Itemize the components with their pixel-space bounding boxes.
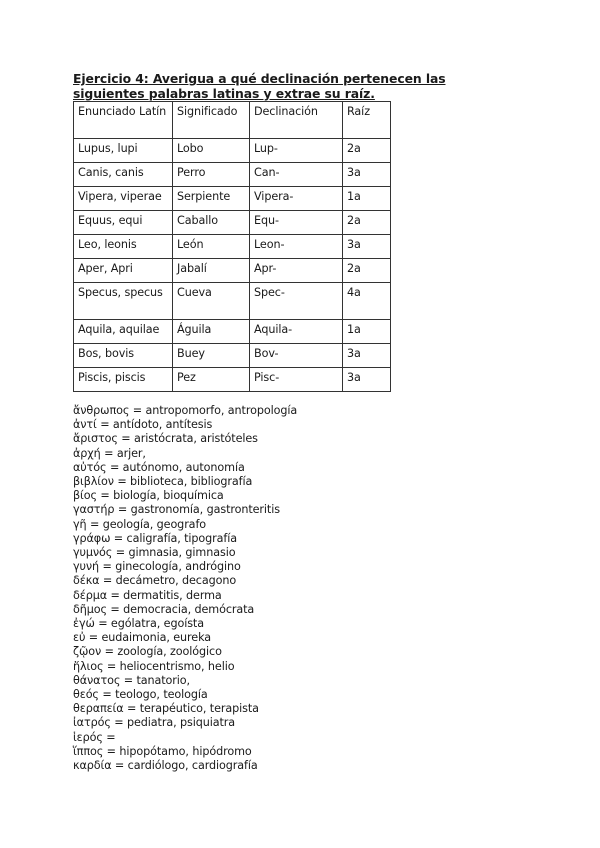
table-row [74,235,391,259]
table-header-row [74,102,391,139]
cell-significado: Pez [173,368,250,392]
vocab-line: γράφω = caligrafía, tipografía [73,531,238,545]
vocab-line: γυνή = ginecología, andrógino [73,560,241,574]
vocab-line: ἀντί = antídoto, antítesis [73,418,213,432]
cell-declinacion: Apr- [250,259,343,283]
vocab-line: ἄριστος = aristócrata, aristóteles [73,432,258,446]
cell-significado: Águila [173,320,250,344]
table-row [74,320,391,344]
cell-declinacion: Leon- [250,235,343,259]
cell-declinacion: Equ- [250,211,343,235]
table-row [74,163,391,187]
vocab-line: θεός = teologo, teología [73,688,208,702]
cell-enunciado: Bos, bovis [74,344,173,368]
vocab-line: βίος = biología, bioquímica [73,489,224,503]
cell-raiz: 1a [343,187,391,211]
vocab-line: αὐτός = autónomo, autonomía [73,460,245,474]
cell-significado: Buey [173,344,250,368]
vocab-line: δέκα = decámetro, decagono [73,574,237,588]
vocab-line: ἐγώ = ególatra, egoísta [73,617,204,631]
cell-significado: Serpiente [173,187,250,211]
header-declinacion: Declinación [250,102,343,139]
cell-enunciado: Aquila, aquilae [74,320,173,344]
vocab-line: ἀρχή = arjer, [73,446,146,460]
cell-significado: Lobo [173,139,250,163]
greek-vocabulary-list [73,404,533,773]
cell-enunciado: Specus, specus [74,283,173,320]
cell-significado: Caballo [173,211,250,235]
cell-enunciado: Aper, Apri [74,259,173,283]
header-enunciado: Enunciado Latín [74,102,173,139]
cell-enunciado: Lupus, lupi [74,139,173,163]
table-row [74,283,391,320]
table-row [74,211,391,235]
cell-declinacion: Bov- [250,344,343,368]
table-row [74,344,391,368]
vocab-line: ἰατρός = pediatra, psiquiatra [73,716,236,730]
table-row [74,187,391,211]
cell-significado: León [173,235,250,259]
table-row [74,139,391,163]
cell-raiz: 3a [343,163,391,187]
cell-raiz: 2a [343,211,391,235]
cell-raiz: 2a [343,259,391,283]
cell-enunciado: Equus, equi [74,211,173,235]
cell-raiz: 2a [343,139,391,163]
vocab-line: θεραπεία = terapéutico, terapista [73,702,259,716]
cell-enunciado: Leo, leonis [74,235,173,259]
cell-significado: Perro [173,163,250,187]
vocab-line: γυμνός = gimnasia, gimnasio [73,546,236,560]
cell-declinacion: Pisc- [250,368,343,392]
cell-significado: Jabalí [173,259,250,283]
cell-significado: Cueva [173,283,250,320]
cell-declinacion: Spec- [250,283,343,320]
cell-raiz: 3a [343,368,391,392]
cell-raiz: 3a [343,344,391,368]
vocab-line: δέρμα = dermatitis, derma [73,588,222,602]
vocab-line: ἥλιος = heliocentrismo, helio [73,659,235,673]
header-raiz: Raíz [343,102,391,139]
vocab-line: καρδία = cardiólogo, cardiografía [73,759,258,773]
cell-raiz: 4a [343,283,391,320]
cell-enunciado: Vipera, viperae [74,187,173,211]
cell-raiz: 1a [343,320,391,344]
cell-declinacion: Vipera- [250,187,343,211]
cell-enunciado: Canis, canis [74,163,173,187]
header-significado: Significado [173,102,250,139]
table-row [74,259,391,283]
cell-declinacion: Aquila- [250,320,343,344]
exercise-title: Ejercicio 4: Averigua a qué declinación pertenecen las siguientes palabras latinas y extrae su raíz. [73,71,446,101]
vocab-line: γαστήρ = gastronomía, gastronteritis [73,503,280,517]
declension-table [73,101,391,392]
vocab-line: ζῷον = zoología, zoológico [73,645,222,659]
vocab-line: ἄνθρωπος = antropomorfo, antropología [73,404,298,417]
vocab-line: γῆ = geología, geografo [73,517,207,531]
cell-enunciado: Piscis, piscis [74,368,173,392]
cell-declinacion: Lup- [250,139,343,163]
vocab-line: εὐ = eudaimonia, eureka [73,631,212,645]
vocab-line: βιβλίον = biblioteca, bibliografía [73,475,253,489]
vocab-line: δῆμος = democracia, demócrata [73,602,255,616]
table-row [74,368,391,392]
vocab-line: ἱερός = [73,730,116,744]
cell-raiz: 3a [343,235,391,259]
cell-declinacion: Can- [250,163,343,187]
vocab-line: θάνατος = tanatorio, [73,673,191,687]
vocab-line: ἵππος = hipopótamo, hipódromo [73,744,252,758]
